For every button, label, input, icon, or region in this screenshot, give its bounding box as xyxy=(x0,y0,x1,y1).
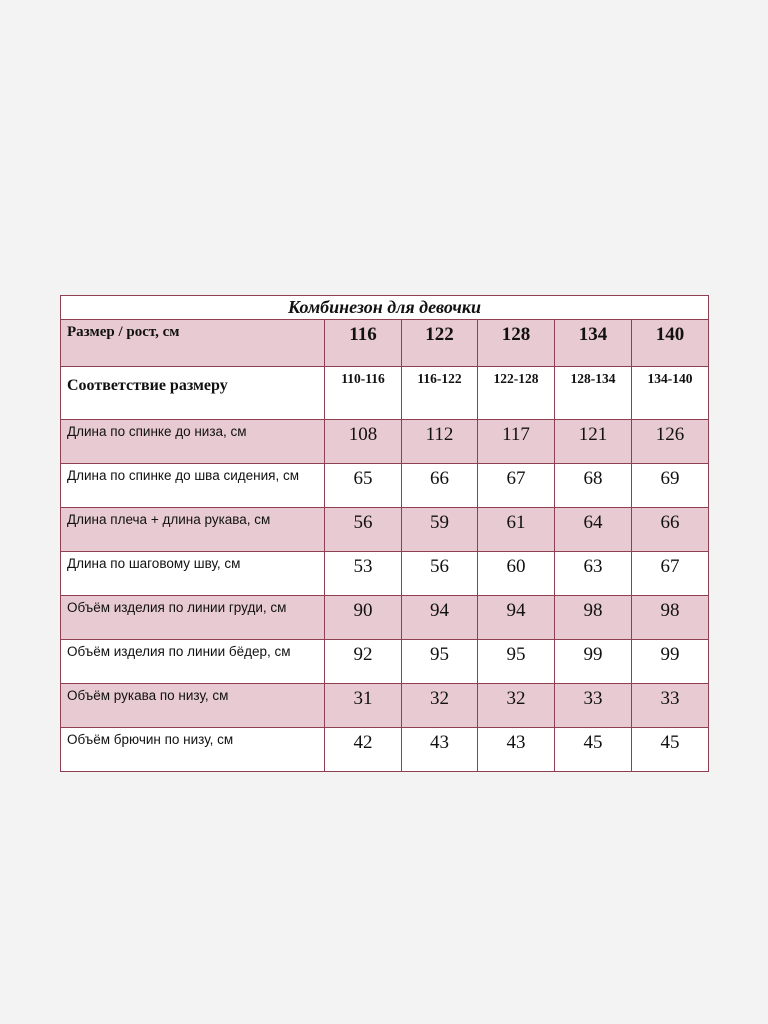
correspondence-cell: 128-134 xyxy=(555,367,632,420)
value-cell: 60 xyxy=(478,552,555,596)
size-header-cell: 140 xyxy=(632,320,709,367)
value-cell: 117 xyxy=(478,420,555,464)
table-title: Комбинезон для девочки xyxy=(61,296,709,320)
value-cell: 42 xyxy=(325,728,402,772)
value-cell: 95 xyxy=(402,640,478,684)
value-cell: 95 xyxy=(478,640,555,684)
table-title-row xyxy=(61,296,709,320)
value-cell: 98 xyxy=(555,596,632,640)
row-label: Длина по спинке до шва сидения, см xyxy=(61,464,325,508)
value-cell: 121 xyxy=(555,420,632,464)
table-row xyxy=(61,640,709,684)
value-cell: 68 xyxy=(555,464,632,508)
value-cell: 33 xyxy=(632,684,709,728)
value-cell: 99 xyxy=(632,640,709,684)
correspondence-row xyxy=(61,367,709,420)
value-cell: 63 xyxy=(555,552,632,596)
correspondence-cell: 116-122 xyxy=(402,367,478,420)
value-cell: 67 xyxy=(478,464,555,508)
correspondence-label: Соответствие размеру xyxy=(61,367,325,420)
row-label: Объём рукава по низу, см xyxy=(61,684,325,728)
size-header-label: Размер / рост, см xyxy=(61,320,325,367)
row-label: Длина плеча + длина рукава, см xyxy=(61,508,325,552)
table-row xyxy=(61,420,709,464)
size-header-cell: 128 xyxy=(478,320,555,367)
size-chart-table xyxy=(60,295,709,772)
value-cell: 108 xyxy=(325,420,402,464)
value-cell: 56 xyxy=(325,508,402,552)
value-cell: 90 xyxy=(325,596,402,640)
value-cell: 43 xyxy=(478,728,555,772)
value-cell: 94 xyxy=(478,596,555,640)
row-label: Объём изделия по линии груди, см xyxy=(61,596,325,640)
value-cell: 31 xyxy=(325,684,402,728)
table-row xyxy=(61,552,709,596)
row-label: Длина по шаговому шву, см xyxy=(61,552,325,596)
value-cell: 126 xyxy=(632,420,709,464)
row-label: Объём изделия по линии бёдер, см xyxy=(61,640,325,684)
value-cell: 61 xyxy=(478,508,555,552)
table-row xyxy=(61,596,709,640)
value-cell: 56 xyxy=(402,552,478,596)
value-cell: 66 xyxy=(402,464,478,508)
size-header-cell: 134 xyxy=(555,320,632,367)
value-cell: 45 xyxy=(555,728,632,772)
value-cell: 112 xyxy=(402,420,478,464)
value-cell: 67 xyxy=(632,552,709,596)
value-cell: 99 xyxy=(555,640,632,684)
value-cell: 66 xyxy=(632,508,709,552)
value-cell: 59 xyxy=(402,508,478,552)
value-cell: 64 xyxy=(555,508,632,552)
value-cell: 32 xyxy=(402,684,478,728)
size-header-cell: 122 xyxy=(402,320,478,367)
table-row xyxy=(61,728,709,772)
row-label: Длина по спинке до низа, см xyxy=(61,420,325,464)
value-cell: 32 xyxy=(478,684,555,728)
row-label: Объём брючин по низу, см xyxy=(61,728,325,772)
value-cell: 33 xyxy=(555,684,632,728)
value-cell: 65 xyxy=(325,464,402,508)
table-row xyxy=(61,684,709,728)
value-cell: 43 xyxy=(402,728,478,772)
table-row xyxy=(61,508,709,552)
value-cell: 69 xyxy=(632,464,709,508)
value-cell: 98 xyxy=(632,596,709,640)
value-cell: 45 xyxy=(632,728,709,772)
correspondence-cell: 110-116 xyxy=(325,367,402,420)
table-row xyxy=(61,464,709,508)
size-header-cell: 116 xyxy=(325,320,402,367)
value-cell: 53 xyxy=(325,552,402,596)
size-header-row xyxy=(61,320,709,367)
correspondence-cell: 122-128 xyxy=(478,367,555,420)
correspondence-cell: 134-140 xyxy=(632,367,709,420)
value-cell: 92 xyxy=(325,640,402,684)
value-cell: 94 xyxy=(402,596,478,640)
